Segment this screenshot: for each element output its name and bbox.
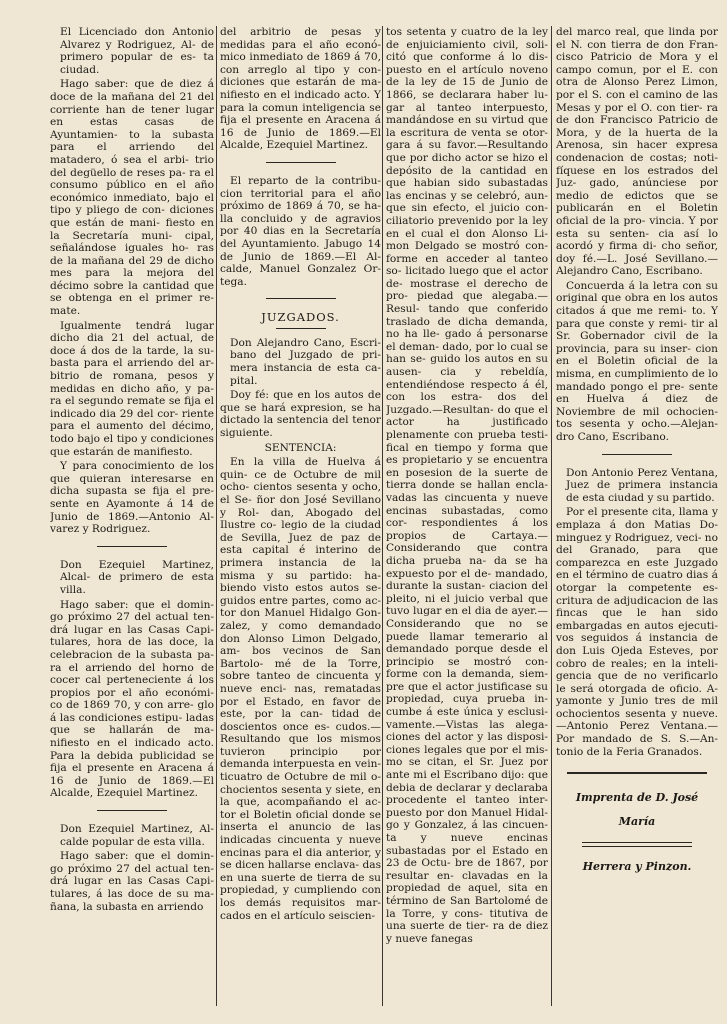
notice-title: El Licenciado don Antonio Alvarez y Rodriguez, Al- de primero popular de es- ta ciudad. [60,26,214,76]
separator-rule [567,772,707,774]
notice-paragraph: Hago saber: que el domin- go próximo 27 del actual ten- drá lugar en las Casas Capi- tulares, hora de las doce, la celebracion de la subasta pa- ra el arriendo del horno de cocer cal perteneciente á los propios por el año económi- co de 1869 70, y con arre- glo á las condiciones estipu- ladas que se hallarán de ma- nifiesto en el indicado acto. Para la debida publicidad se fija el presente en Aracena á 16 de Junio de 1869.—El Alcalde, Ezequiel Martinez. [50,598,214,800]
sentence-heading: SENTENCIA: [264,441,337,454]
double-rule [582,842,692,847]
notice-title: Don Ezequiel Martinez, Al- calde popular de esta villa. [60,823,214,848]
column-1 [50,26,214,1016]
column-4 [556,26,718,1016]
notice-continuation: tos setenta y cuatro de la ley de enjuiciamiento civil, soli- citó que conforme á lo dis- puesto en el artículo noveno de la ley de 15 de Junio de 1866, se declarara haber lu- gar al tanteo interpuesto, mandándose en su virtud que la escritura de venta se otor- gara á su favor.—Resultando que por dicho actor se hizo el depósito de la cantidad en que habian sido subastadas las encinas y se celebró, aun- que sin efecto, el juicio con- ciliatorio prevenido por la ley en el cual el don Alonso Li- mon Delgado se mostró con- forme en acceder al tanteo so- licitado luego que el actor de- mostrase el derecho de pro- piedad que alegaba.—Resul- tando que conferido traslado de dicha demanda, no ha lle- gado á personarse el deman- dado, por lo cual se han se- guido los autos en su ausen- cia y rebeldía, entendiéndose respecto á él, con los estra- dos del Juzgado.—Resultan- do que el actor ha justificado plenamente con prueba testi- fical en tiempo y forma que es propietario y se encuentra en posesion de la suerte de tierra donde se hallan encla- vadas las cincuenta y nueve encinas subastadas, como cor- respondientes á los propios de Cartaya.—Considerando que contra dicha prueba na- da se ha expuesto por el de- mandado, durante la sustan- ciacion del pleito, ni el juicio verbal que tuvo lugar en el dia de ayer.—Considerando que no se puede llamar temerario al demandado porque desde el principio se mostró con- forme con la demanda, siem- pre que el actor justificase su propiedad, cuya prueba in- cumbe á este única y esclusi- vamente.—Vistas las alega- ciones del actor y las disposi- ciones legales que por el mis- mo se citan, el Sr. Juez por ante mi el Escribano dijo: que debia de declarar y declaraba procedente el tanteo inter- puesto por don Manuel Hidal- go y Gonzalez, á las cincuen- ta y nueve encinas subastadas por el Estado en 23 de Octu- bre de 1867, por resultar en- clavadas en la propiedad de aquel, sita en término de San Bartolomé de la Torre, y cons- titutiva de una suerte de tier- ra de diez y nueve fanegas [386,26,548,945]
separator-rule [266,298,336,299]
notice-paragraph: Doy fé: que en los autos de que se hará expresion, se ha dictado la sentencia del tenor siguiente. [220,389,381,440]
column-divider [551,26,552,1006]
notice-paragraph: Hago saber: que el domin- go próximo 27 del actual ten- drá lugar en las Casas Capi- tulares, á las doce de su ma- ñana, la subasta en arriendo [50,850,214,913]
notice-continuation: del arbitrio de pesas y medidas para el año econó- mico inmediato de 1869 á 70, con arreglo al tipo y con- diciones que estarán de ma- nifiesto en el indicado acto. Y para la comun inteligencia se fija el presente en Aracena á 16 de Junio de 1869.—El Alcalde, Ezequiel Martinez. [220,26,381,152]
column-divider [382,26,383,1006]
section-heading: JUZGADOS. [261,310,340,325]
notice-paragraph: En la villa de Huelva á quin- ce de Octubre de mil ocho- cientos sesenta y ocho, el Se- ñor don José Sevillano y Rol- dan, Abogado del Ilustre co- legio de la ciudad de Sevilla, Juez de paz de esta capital é interino de primera instancia de la misma y su partido: ha- biendo visto estos autos se- guidos entre partes, como ac- tor don Manuel Hidalgo Gon- zalez, y como demandado don Alonso Limon Delgado, am- bos vecinos de San Bartolo- mé de la Torre, sobre tanteo de cincuenta y nueve enci- nas, rematadas por el Estado, en favor de este, por la can- tidad de doscientos once es- cudos.—Resultando que los mismos tuvieron principio por demanda interpuesta en vein- ticuatro de Octubre de mil o- chocientos sesenta y siete, en la que, acompañando el ac- tor el Boletin oficial donde se inserta el anuncio de las indicadas cincuenta y nueve encinas para el dia anterior, y se dicen hallarse enclava- das en una suerte de tierra de su propiedad, y cumpliendo con los demás requisitos mar- cados en el artículo seiscien- [220,456,381,922]
separator-rule [602,454,672,455]
notice-title: Don Ezequiel Martinez, Alcal- de primero de esta villa. [60,558,214,596]
notice-continuation: del marco real, que linda por el N. con tierra de don Fran- cisco Patricio de Mora y el campo comun, por el E. con otra de Alonso Perez Limon, por el S. con el camino de las Mesas y por el O. con tier- ra de don Francisco Patricio de Mora, y de la huerta de la Arenosa, sin hacer expresa condenacion de costas; noti- fíquese en los estrados del Juz- gado, anúnciese por medio de edictos que se publicarán en el Boletin oficial de la pro- vincia. Y por esta su senten- cia así lo acordó y firma di- cho señor, doy fé.—L. José Sevillano.—Alejandro Cano, Escribano. [556,26,718,278]
notice-title: Don Antonio Perez Ventana, Juez de primera instancia de esta ciudad y su partido. [566,466,718,504]
notice-paragraph: El reparto de la contribu- cion territorial para el año próximo de 1869 á 70, se ha- lla concluido y de agravios por 40 dias en la Secretaría del Ayuntamiento. Jabugo 14 de Junio de 1869.—El Al- calde, Manuel Gonzalez Or- tega. [220,174,381,288]
column-2 [220,26,381,1016]
notice-paragraph: Por el presente cita, llama y emplaza á don Matias Do- minguez y Rodriguez, veci- no del Granado, para que comparezca en este Juzgado en el término de cuatro dias á otorgar la competente es- critura de adjudicacion de las fincas que le han sido embargadas en autos ejecuti- vos seguidos á instancia de don Luis Ojeda Esteves, por cobro de reales; en la inteli- gencia que de no verificarlo le será otorgada de oficio. A- yamonte y Junio tres de mil ochocientos sesenta y nueve. —Antonio Perez Ventana.—Por mandado de S. S.—An- tonio de la Feria Granados. [556,506,718,758]
separator-rule [276,328,326,329]
column-3 [386,26,548,1016]
notice-paragraph: Igualmente tendrá lugar dicho dia 21 del actual, de doce á dos de la tarde, la su- basta para el arriendo del ar- bitrio de romana, pesos y medidas en dicho año, y pa- ra el segundo remate se fija el indicado dia 29 del cor- riente para el aumento del décimo, todo bajo el tipo y condiciones que estarán de manifiesto. [50,319,214,458]
separator-rule [266,162,336,163]
notice-paragraph: Concuerda á la letra con su original que obra en los autos citados á que me remi- to. Y para que conste y remi- tir al Sr. Gobernador civil de la provincia, para su inser- cion en el Boletin oficial de la misma, en cumplimiento de lo mandado pongo el pre- sente en Huelva á diez de Noviembre de mil ochocien- tos sesenta y ocho.—Alejan- dro Cano, Escribano. [556,279,718,443]
separator-rule [97,810,167,811]
notice-title: Don Alejandro Cano, Escri- bano del Juzgado de pri- mera instancia de esta ca- pital. [230,336,381,387]
separator-rule [97,546,167,547]
column-divider [216,26,217,1006]
imprint-line: Imprenta de D. José María [575,791,699,829]
imprint-line: Herrera y Pinzon. [582,860,692,874]
notice-paragraph: Hago saber: que de diez á doce de la mañana del 21 del corriente han de tener lugar en estas casas de Ayuntamien- to la subasta para el arriendo del matadero, ó sea el arbi- trio del degüello de reses pa- ra el consumo público en el año económico inmediato, bajo el tipo y pliego de con- diciones que están de mani- fiesto en la Secretaría muni- cipal, señalándose iguales ho- ras de la mañana del 29 de dicho mes para la mejora del décimo sobre la cantidad que se obtenga en el primer re- mate. [50,78,214,318]
notice-paragraph: Y para conocimiento de los que quieran interesarse en dicha supasta se fija el pre- sente en Ayamonte á 14 de Junio de 1869.—Antonio Al- varez y Rodriguez. [50,460,214,536]
